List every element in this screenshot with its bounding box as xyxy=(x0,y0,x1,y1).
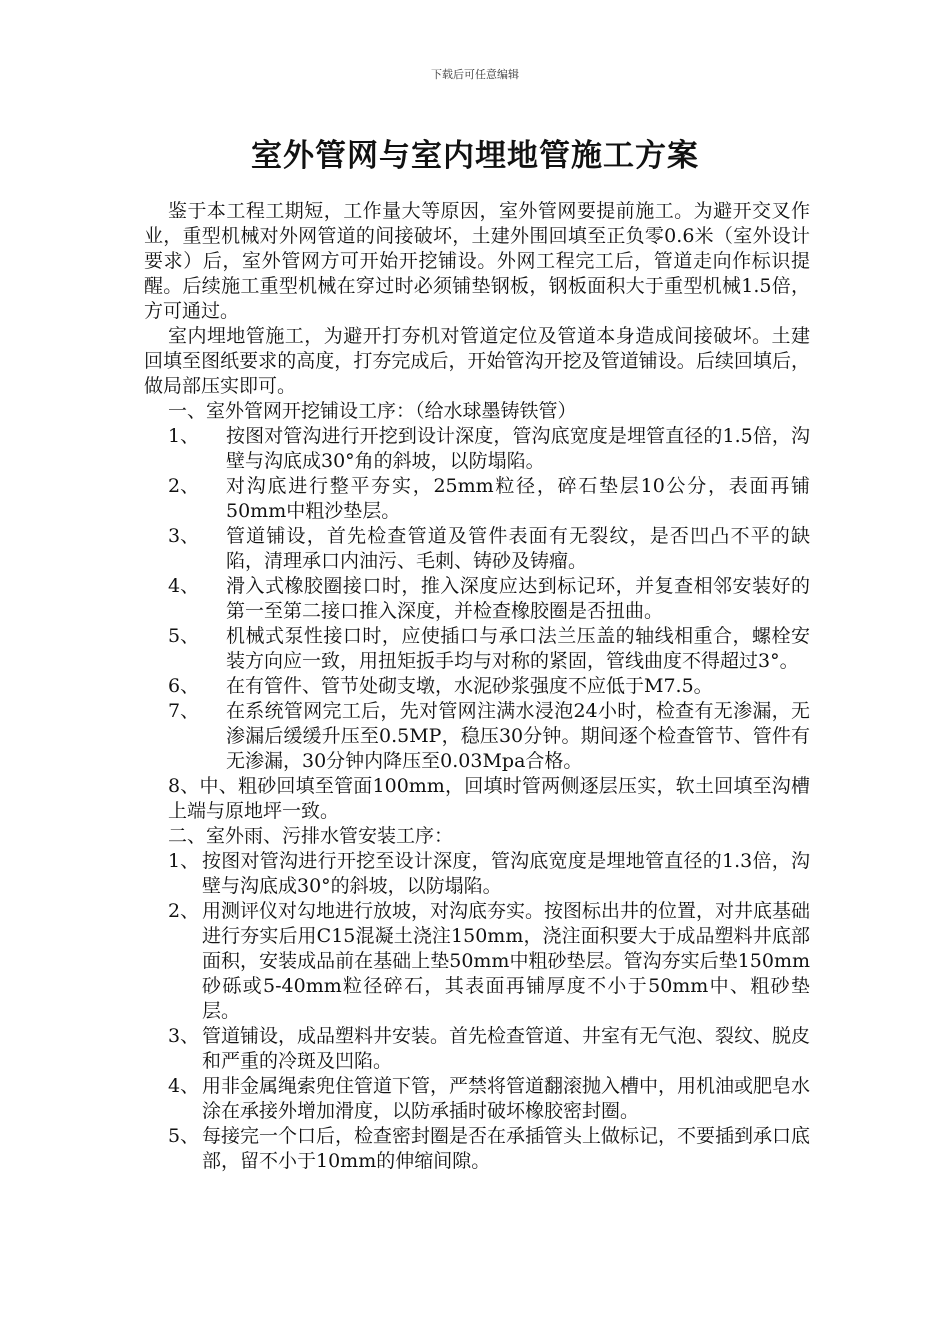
list-item-text: 机械式泵性接口时，应使插口与承口法兰压盖的轴线相重合，螺栓安装方向应一致，用扭矩扳手均与对称的紧固，管线曲度不得超过3°。 xyxy=(226,625,810,672)
list-item-number: 5、 xyxy=(168,625,200,647)
list-item-text: 按图对管沟进行开挖到设计深度，管沟底宽度是埋管直径的1.5倍，沟壁与沟底成30°角的斜坡，以防塌陷。 xyxy=(226,425,810,472)
list-item-text: 每接完一个口后，检查密封圈是否在承插管头上做标记，不要插到承口底部，留不小于10mm的伸缩间隙。 xyxy=(202,1125,811,1172)
section-1-heading: 一、室外管网开挖铺设工序：（给水球墨铸铁管） xyxy=(168,400,577,422)
intro-paragraph-2: 室内埋地管施工，为避开打夯机对管道定位及管道本身造成间接破坏。土建回填至图纸要求的高度，打夯完成后，开始管沟开挖及管道铺设。后续回填后，做局部压实即可。 xyxy=(144,325,810,397)
list-item-text: 在有管件、管节处砌支墩，水泥砂浆强度不应低于M7.5。 xyxy=(226,675,713,697)
document-title: 室外管网与室内埋地管施工方案 xyxy=(251,138,699,174)
list-item-text: 在系统管网完工后，先对管网注满水浸泡24小时，检查有无渗漏，无渗漏后缓缓升压至0.5MP，稳压30分钟。期间逐个检查管节、管件有无渗漏，30分钟内降压至0.03Mpa合格。 xyxy=(226,700,810,772)
list-item-number: 2、 xyxy=(168,900,200,922)
section-1-item-8: 8、中、粗砂回填至管面100mm，回填时管两侧逐层压实，软土回填至沟槽上端与原地坪一致。 xyxy=(168,775,810,822)
list-item-number: 3、 xyxy=(168,1025,200,1047)
section-2-heading: 二、室外雨、污排水管安装工序： xyxy=(168,825,454,847)
list-item-number: 4、 xyxy=(168,1075,200,1097)
list-item-number: 5、 xyxy=(168,1125,200,1147)
list-item-number: 3、 xyxy=(168,525,200,547)
document-body xyxy=(144,199,810,1174)
list-item-number: 4、 xyxy=(168,575,200,597)
list-item-number: 1、 xyxy=(168,850,200,872)
section-1-list xyxy=(144,424,810,774)
list-item-text: 用非金属绳索兜住管道下管，严禁将管道翻滚抛入槽中，用机油或肥皂水涂在承接外增加滑度，以防承插时破坏橡胶密封圈。 xyxy=(202,1075,811,1122)
intro-paragraph-1: 鉴于本工程工期短，工作量大等原因，室外管网要提前施工。为避开交叉作业，重型机械对外网管道的间接破坏，土建外围回填至正负零0.6米（室外设计要求）后，室外管网方可开始开挖铺设。外网工程完工后，管道走向作标识提醒。后续施工重型机械在穿过时必须铺垫钢板，钢板面积大于重型机械1.5倍，方可通过。 xyxy=(144,200,810,322)
list-item xyxy=(168,424,810,474)
list-item xyxy=(168,624,810,674)
list-item-text: 用测评仪对勾地进行放坡，对沟底夯实。按图标出井的位置，对井底基础进行夯实后用C15混凝土浇注150mm，浇注面积要大于成品塑料井底部面积，安装成品前在基础上垫50mm中粗砂垫层。管沟夯实后垫150mm砂砾或5-40mm粒径碎石，其表面再铺厚度不小于50mm中、粗砂垫层。 xyxy=(202,900,811,1022)
list-item-number: 1、 xyxy=(168,425,200,447)
header-note: 下载后可任意编辑 xyxy=(431,68,519,81)
list-item-text: 管道铺设，首先检查管道及管件表面有无裂纹，是否凹凸不平的缺陷，清理承口内油污、毛刺、铸砂及铸瘤。 xyxy=(226,525,810,572)
list-item-text: 管道铺设，成品塑料井安装。首先检查管道、井室有无气泡、裂纹、脱皮和严重的冷斑及凹陷。 xyxy=(202,1025,811,1072)
list-item-text: 滑入式橡胶圈接口时，推入深度应达到标记环，并复查相邻安装好的第一至第二接口推入深度，并检查橡胶圈是否扭曲。 xyxy=(226,575,810,622)
list-item xyxy=(168,524,810,574)
list-item xyxy=(168,474,810,524)
list-item-number: 7、 xyxy=(168,700,200,722)
list-item xyxy=(168,1074,810,1124)
list-item-text: 按图对管沟进行开挖至设计深度，管沟底宽度是埋地管直径的1.3倍，沟壁与沟底成30°的斜坡，以防塌陷。 xyxy=(202,850,810,897)
list-item xyxy=(168,899,810,1024)
list-item-number: 2、 xyxy=(168,475,200,497)
section-2-list xyxy=(144,849,810,1174)
list-item xyxy=(168,699,810,774)
list-item xyxy=(168,674,810,699)
list-item xyxy=(168,1124,810,1174)
list-item xyxy=(168,574,810,624)
list-item-text: 对沟底进行整平夯实，25mm粒径，碎石垫层10公分，表面再铺50mm中粗沙垫层。 xyxy=(226,475,810,522)
list-item xyxy=(168,1024,810,1074)
list-item-number: 6、 xyxy=(168,675,200,697)
list-item xyxy=(168,849,810,899)
